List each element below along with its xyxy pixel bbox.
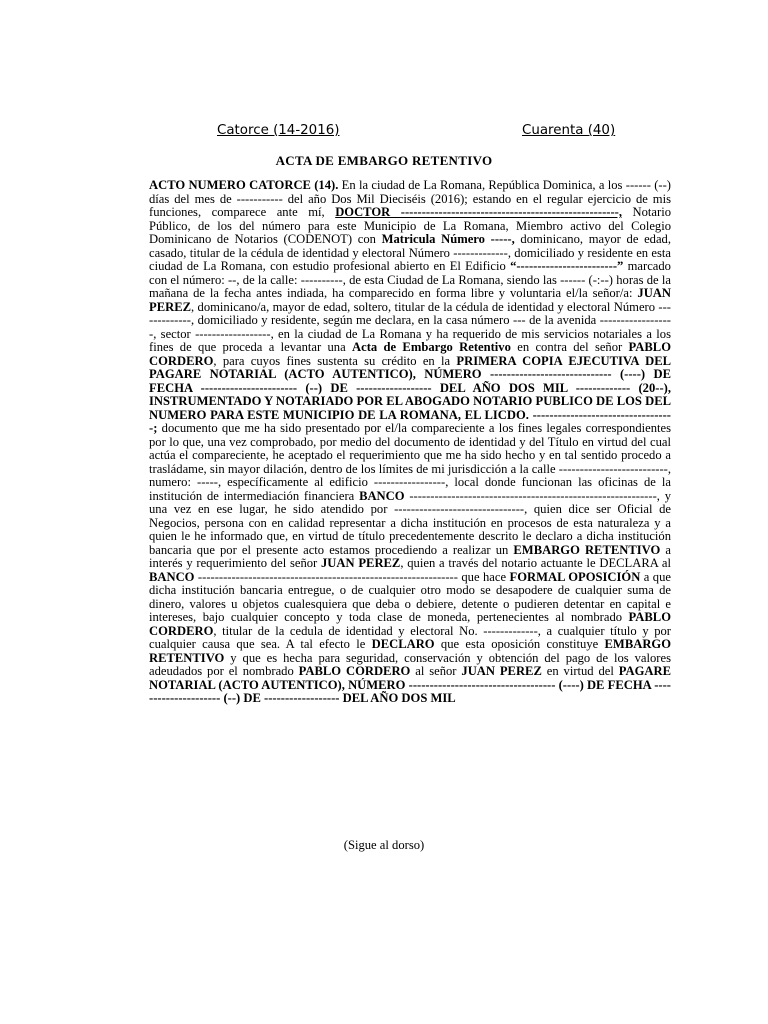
body-segment: dominicano, mayor de edad, casado, titular de la cédula de identidad y electoral Número -------------, domiciliado y residente en esta ciudad de La Romana, con estudio profesional abierto en El Edificio <box>149 232 672 273</box>
body-segment: , para cuyos fines sustenta su crédito en la <box>213 353 457 368</box>
body-segment: marcado con el número: --, de la calle: ----------, de esta Ciudad de La Romana, siendo las ------ (-:--) horas de la mañana de la fecha antes indiada, ha comparecido en forma libre y voluntaria el/la señor/a: <box>149 259 671 300</box>
body-segment: DECLARO <box>371 637 435 651</box>
body-segment: JUAN PEREZ <box>149 286 671 314</box>
body-segment: JUAN PEREZ <box>461 664 542 678</box>
body-segment: BANCO <box>149 569 195 584</box>
body-segment: a que dicha institución bancaria entregue, o de cualquier otro modo se desapodere de cualquier suma de dinero, valores u objetos cualesquiera que deba o debiere, detente o pudieren detentar en capital e intereses, bajo cualquier concepto y toda clase de moneda, pertenecientes al nombrado <box>149 569 671 624</box>
body-segment: JUAN PEREZ <box>321 556 401 570</box>
body-segment: -----------------------------------------------------------, y una vez en ese lugar, he sido atendido por -------------------------------, quien dice ser Oficial de Negocios, persona con en calidad representar a dicha institución en procesos de esta naturaleza y a quien le he informado que, en virtud de título precedentemente descrito le declaro a dicha institución bancaria que por el presente acto estamos procediendo a realizar un <box>149 488 671 557</box>
body-segment: EMBARGO RETENTIVO <box>149 637 671 665</box>
body-segment: En la ciudad de La Romana, República Dominica, a los ------ (--) días del mes de ----------- del año Dos Mil Dieciséis (2016); estando en el regular ejercicio de mis funciones, comparece ante mí, <box>149 178 671 219</box>
body-segment: , titular de la cedula de identidad y electoral No. -------------, a cualquier título y por cualquier causa que sea. A tal efecto le <box>149 623 671 651</box>
body-segment: PRIMERA COPIA EJECUTIVA DEL PAGARE NOTARIAL (ACTO AUTENTICO), NÚMERO ----------------------------- (----) DE FECHA ----------------------- (--) DE ------------------ DEL AÑO DOS MIL ------------- (20--), INSTRUMENTADO Y NOTARIADO POR EL ABOGADO NOTARIO PUBLICO DE LOS DEL NUMERO PARA ESTE MUNICIPIO DE LA ROMANA, EL LICDO. ----------------------------------; <box>149 353 671 435</box>
body-segment: al señor <box>410 664 462 678</box>
body-segment: y que es hecha para seguridad, conservación y obtención del pago de los valores adeudados por el nombrado <box>149 650 671 678</box>
body-segment: PABLO CORDERO <box>298 664 411 678</box>
body-segment: en contra del señor <box>510 340 629 354</box>
header-left-number: Catorce (14-2016) <box>217 123 340 138</box>
body-segment: Acta de Embargo Retentivo <box>352 340 511 354</box>
body-segment: Matricula Número -----, <box>381 232 515 246</box>
document-body <box>149 179 671 706</box>
body-segment: FORMAL OPOSICIÓN <box>509 569 641 584</box>
body-segment: BANCO <box>359 488 405 503</box>
body-segment: en virtud del <box>541 664 619 678</box>
body-segment: Notario Público, de los del número para este Municipio de La Romana, Miembro activo del Colegio Dominicano de Notarios (CODENOT) con <box>149 205 671 246</box>
body-segment: ACTO NUMERO CATORCE (14). <box>149 178 339 192</box>
body-segment: PAGARE NOTARIAL (ACTO AUTENTICO), NÚMERO ----------------------------------- (----) DE FECHA --------------------- (--) DE ------------------ DEL AÑO DOS MIL <box>149 664 672 705</box>
body-segment: , dominicano/a, mayor de edad, soltero, titular de la cédula de identidad y electoral Número -------------, domiciliado y residente, según me declara, en la casa número --- de la avenida ------------------, sector ------------------, en la ciudad de La Romana y ha requerido de mis servicios notariales a los fines de que proceda a levantar una <box>149 299 671 354</box>
body-segment: PABLO CORDERO <box>149 340 671 368</box>
document-title: ACTA DE EMBARGO RETENTIVO <box>275 153 493 168</box>
body-segment: documento que me ha sido presentado por el/la compareciente a los fines legales correspondientes por lo que, una vez comprobado, por medio del documento de identidad y del Título en virtud del cual actúa el compareciente, he aceptado el requerimiento que me ha sido hecho y en tal sentido procedo a trasládame, sin mayor dilación, dentro de los límites de mi jurisdicción a la calle --------------------------, numero: -----, específicamente al edificio -----------------, local donde funcionan las oficinas de la institución de intermediación financiera <box>149 421 671 503</box>
body-segment: a interés y requerimiento del señor <box>149 542 671 570</box>
body-segment: EMBARGO RETENTIVO <box>513 542 661 557</box>
body-segment: PABLO CORDERO <box>149 610 671 638</box>
body-segment: , quien a través del notario actuante le DECLARA al <box>400 556 671 570</box>
body-segment: que esta oposición constituye <box>434 637 605 651</box>
continuation-note: (Sigue al dorso) <box>343 838 425 852</box>
body-segment: -------------------------------------------------------------- que hace <box>194 569 510 584</box>
header-right-number: Cuarenta (40) <box>522 123 616 138</box>
body-segment: “------------------------” <box>510 259 624 273</box>
body-segment: DOCTOR ----------------------------------------------------, <box>335 205 622 219</box>
